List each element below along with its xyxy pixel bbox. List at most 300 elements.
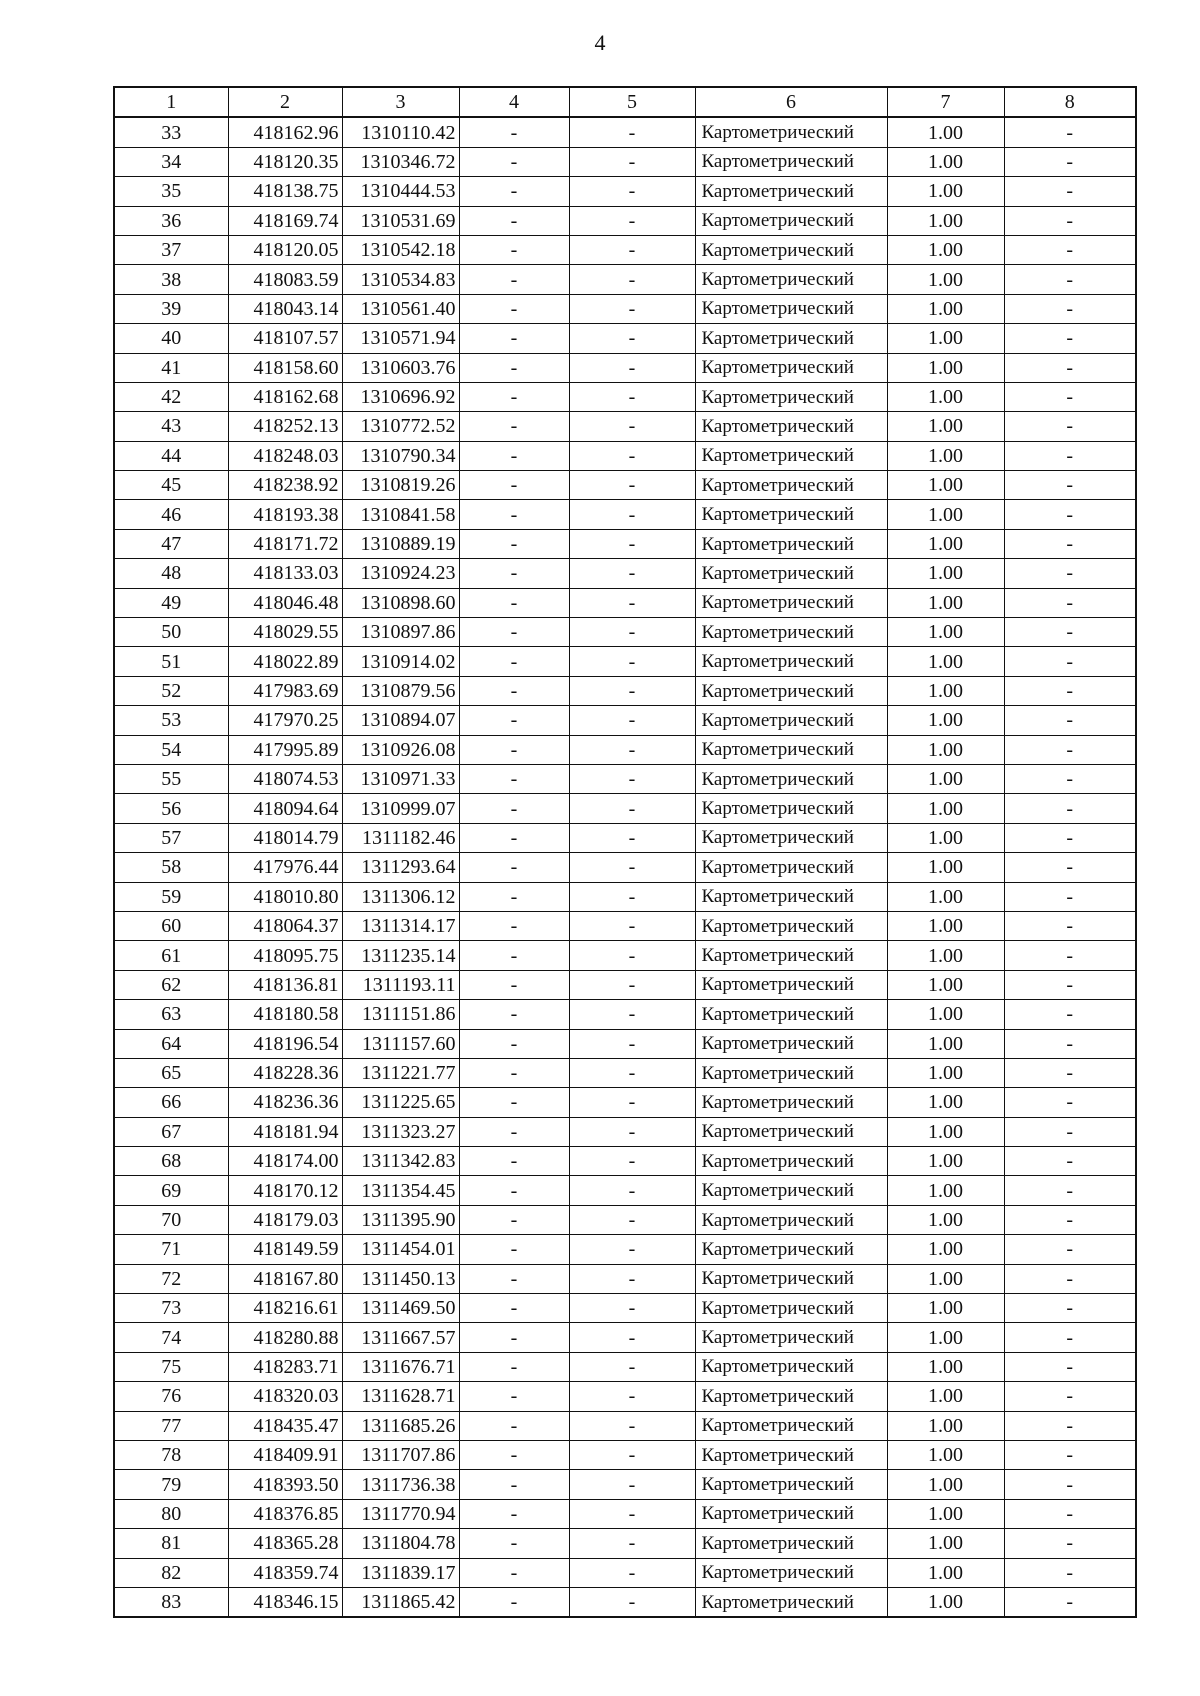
column-5-cell: - xyxy=(569,1440,695,1469)
point-number-cell: 41 xyxy=(114,353,228,382)
point-number-cell: 50 xyxy=(114,618,228,647)
y-coordinate-cell: 1310999.07 xyxy=(342,794,459,823)
table-row xyxy=(114,324,1136,353)
x-coordinate-cell: 418136.81 xyxy=(228,970,342,999)
accuracy-cell: 1.00 xyxy=(887,1323,1004,1352)
column-5-cell: - xyxy=(569,206,695,235)
x-coordinate-cell: 417970.25 xyxy=(228,706,342,735)
table-row xyxy=(114,147,1136,176)
y-coordinate-cell: 1311685.26 xyxy=(342,1411,459,1440)
y-coordinate-cell: 1310926.08 xyxy=(342,735,459,764)
column-5-cell: - xyxy=(569,235,695,264)
column-4-cell: - xyxy=(459,265,569,294)
column-4-cell: - xyxy=(459,764,569,793)
table-row xyxy=(114,412,1136,441)
point-number-cell: 78 xyxy=(114,1440,228,1469)
table-row xyxy=(114,588,1136,617)
table-row xyxy=(114,353,1136,382)
method-cell: Картометрический xyxy=(695,382,887,411)
y-coordinate-cell: 1310898.60 xyxy=(342,588,459,617)
column-5-cell: - xyxy=(569,882,695,911)
column-8-cell: - xyxy=(1004,1499,1136,1528)
column-header: 6 xyxy=(695,87,887,117)
column-8-cell: - xyxy=(1004,1587,1136,1617)
column-5-cell: - xyxy=(569,471,695,500)
table-row xyxy=(114,1088,1136,1117)
column-4-cell: - xyxy=(459,353,569,382)
point-number-cell: 53 xyxy=(114,706,228,735)
column-8-cell: - xyxy=(1004,735,1136,764)
method-cell: Картометрический xyxy=(695,412,887,441)
column-5-cell: - xyxy=(569,1558,695,1587)
column-8-cell: - xyxy=(1004,177,1136,206)
column-4-cell: - xyxy=(459,1499,569,1528)
accuracy-cell: 1.00 xyxy=(887,1000,1004,1029)
column-8-cell: - xyxy=(1004,882,1136,911)
accuracy-cell: 1.00 xyxy=(887,618,1004,647)
column-5-cell: - xyxy=(569,676,695,705)
method-cell: Картометрический xyxy=(695,1323,887,1352)
column-5-cell: - xyxy=(569,1264,695,1293)
x-coordinate-cell: 418162.96 xyxy=(228,117,342,147)
x-coordinate-cell: 418120.05 xyxy=(228,235,342,264)
accuracy-cell: 1.00 xyxy=(887,1264,1004,1293)
x-coordinate-cell: 418171.72 xyxy=(228,529,342,558)
column-8-cell: - xyxy=(1004,117,1136,147)
method-cell: Картометрический xyxy=(695,735,887,764)
column-4-cell: - xyxy=(459,647,569,676)
column-8-cell: - xyxy=(1004,265,1136,294)
column-4-cell: - xyxy=(459,911,569,940)
y-coordinate-cell: 1310534.83 xyxy=(342,265,459,294)
column-8-cell: - xyxy=(1004,970,1136,999)
method-cell: Картометрический xyxy=(695,471,887,500)
table-row xyxy=(114,1117,1136,1146)
point-number-cell: 60 xyxy=(114,911,228,940)
point-number-cell: 38 xyxy=(114,265,228,294)
column-8-cell: - xyxy=(1004,294,1136,323)
column-5-cell: - xyxy=(569,353,695,382)
column-5-cell: - xyxy=(569,764,695,793)
x-coordinate-cell: 418181.94 xyxy=(228,1117,342,1146)
point-number-cell: 48 xyxy=(114,559,228,588)
x-coordinate-cell: 418435.47 xyxy=(228,1411,342,1440)
method-cell: Картометрический xyxy=(695,882,887,911)
table-row xyxy=(114,471,1136,500)
table-row xyxy=(114,618,1136,647)
table-row xyxy=(114,823,1136,852)
column-8-cell: - xyxy=(1004,1264,1136,1293)
x-coordinate-cell: 418083.59 xyxy=(228,265,342,294)
point-number-cell: 43 xyxy=(114,412,228,441)
method-cell: Картометрический xyxy=(695,353,887,382)
column-8-cell: - xyxy=(1004,1323,1136,1352)
point-number-cell: 40 xyxy=(114,324,228,353)
x-coordinate-cell: 418359.74 xyxy=(228,1558,342,1587)
column-8-cell: - xyxy=(1004,1235,1136,1264)
table-row xyxy=(114,911,1136,940)
point-number-cell: 39 xyxy=(114,294,228,323)
point-number-cell: 52 xyxy=(114,676,228,705)
x-coordinate-cell: 418149.59 xyxy=(228,1235,342,1264)
x-coordinate-cell: 418095.75 xyxy=(228,941,342,970)
x-coordinate-cell: 418252.13 xyxy=(228,412,342,441)
column-8-cell: - xyxy=(1004,353,1136,382)
column-4-cell: - xyxy=(459,1029,569,1058)
table-row xyxy=(114,647,1136,676)
point-number-cell: 58 xyxy=(114,853,228,882)
y-coordinate-cell: 1311221.77 xyxy=(342,1058,459,1087)
column-8-cell: - xyxy=(1004,1411,1136,1440)
accuracy-cell: 1.00 xyxy=(887,735,1004,764)
accuracy-cell: 1.00 xyxy=(887,1176,1004,1205)
column-8-cell: - xyxy=(1004,1029,1136,1058)
method-cell: Картометрический xyxy=(695,529,887,558)
column-5-cell: - xyxy=(569,1117,695,1146)
column-5-cell: - xyxy=(569,1147,695,1176)
table-row xyxy=(114,177,1136,206)
point-number-cell: 59 xyxy=(114,882,228,911)
table-row xyxy=(114,500,1136,529)
x-coordinate-cell: 417995.89 xyxy=(228,735,342,764)
column-8-cell: - xyxy=(1004,706,1136,735)
y-coordinate-cell: 1310790.34 xyxy=(342,441,459,470)
method-cell: Картометрический xyxy=(695,1558,887,1587)
column-4-cell: - xyxy=(459,1323,569,1352)
column-4-cell: - xyxy=(459,706,569,735)
table-row xyxy=(114,1000,1136,1029)
table-header-row xyxy=(114,87,1136,117)
column-8-cell: - xyxy=(1004,206,1136,235)
x-coordinate-cell: 418064.37 xyxy=(228,911,342,940)
column-8-cell: - xyxy=(1004,911,1136,940)
accuracy-cell: 1.00 xyxy=(887,265,1004,294)
x-coordinate-cell: 418236.36 xyxy=(228,1088,342,1117)
point-number-cell: 62 xyxy=(114,970,228,999)
column-5-cell: - xyxy=(569,1058,695,1087)
method-cell: Картометрический xyxy=(695,500,887,529)
x-coordinate-cell: 418238.92 xyxy=(228,471,342,500)
column-8-cell: - xyxy=(1004,1176,1136,1205)
accuracy-cell: 1.00 xyxy=(887,1147,1004,1176)
point-number-cell: 68 xyxy=(114,1147,228,1176)
x-coordinate-cell: 418158.60 xyxy=(228,353,342,382)
table-row xyxy=(114,1147,1136,1176)
column-5-cell: - xyxy=(569,794,695,823)
y-coordinate-cell: 1310444.53 xyxy=(342,177,459,206)
method-cell: Картометрический xyxy=(695,1529,887,1558)
column-4-cell: - xyxy=(459,735,569,764)
method-cell: Картометрический xyxy=(695,1205,887,1234)
y-coordinate-cell: 1310110.42 xyxy=(342,117,459,147)
table-row xyxy=(114,882,1136,911)
point-number-cell: 44 xyxy=(114,441,228,470)
column-5-cell: - xyxy=(569,941,695,970)
accuracy-cell: 1.00 xyxy=(887,970,1004,999)
column-4-cell: - xyxy=(459,382,569,411)
table-row xyxy=(114,1529,1136,1558)
column-8-cell: - xyxy=(1004,1529,1136,1558)
column-8-cell: - xyxy=(1004,676,1136,705)
y-coordinate-cell: 1310879.56 xyxy=(342,676,459,705)
x-coordinate-cell: 418138.75 xyxy=(228,177,342,206)
column-5-cell: - xyxy=(569,147,695,176)
column-header: 7 xyxy=(887,87,1004,117)
column-5-cell: - xyxy=(569,441,695,470)
column-5-cell: - xyxy=(569,1323,695,1352)
y-coordinate-cell: 1311469.50 xyxy=(342,1294,459,1323)
column-8-cell: - xyxy=(1004,1058,1136,1087)
method-cell: Картометрический xyxy=(695,1382,887,1411)
y-coordinate-cell: 1310889.19 xyxy=(342,529,459,558)
method-cell: Картометрический xyxy=(695,177,887,206)
y-coordinate-cell: 1311193.11 xyxy=(342,970,459,999)
y-coordinate-cell: 1310346.72 xyxy=(342,147,459,176)
accuracy-cell: 1.00 xyxy=(887,676,1004,705)
column-4-cell: - xyxy=(459,1382,569,1411)
column-header: 3 xyxy=(342,87,459,117)
method-cell: Картометрический xyxy=(695,764,887,793)
x-coordinate-cell: 418043.14 xyxy=(228,294,342,323)
y-coordinate-cell: 1310897.86 xyxy=(342,618,459,647)
column-5-cell: - xyxy=(569,177,695,206)
table-row xyxy=(114,235,1136,264)
column-4-cell: - xyxy=(459,1470,569,1499)
point-number-cell: 49 xyxy=(114,588,228,617)
method-cell: Картометрический xyxy=(695,324,887,353)
point-number-cell: 37 xyxy=(114,235,228,264)
column-8-cell: - xyxy=(1004,235,1136,264)
column-4-cell: - xyxy=(459,471,569,500)
point-number-cell: 45 xyxy=(114,471,228,500)
column-4-cell: - xyxy=(459,1440,569,1469)
method-cell: Картометрический xyxy=(695,265,887,294)
method-cell: Картометрический xyxy=(695,911,887,940)
accuracy-cell: 1.00 xyxy=(887,1470,1004,1499)
accuracy-cell: 1.00 xyxy=(887,588,1004,617)
y-coordinate-cell: 1310571.94 xyxy=(342,324,459,353)
x-coordinate-cell: 418046.48 xyxy=(228,588,342,617)
column-5-cell: - xyxy=(569,265,695,294)
accuracy-cell: 1.00 xyxy=(887,529,1004,558)
y-coordinate-cell: 1311736.38 xyxy=(342,1470,459,1499)
column-4-cell: - xyxy=(459,1411,569,1440)
table-row xyxy=(114,1029,1136,1058)
y-coordinate-cell: 1311770.94 xyxy=(342,1499,459,1528)
method-cell: Картометрический xyxy=(695,559,887,588)
table-row xyxy=(114,676,1136,705)
column-8-cell: - xyxy=(1004,1382,1136,1411)
column-5-cell: - xyxy=(569,1000,695,1029)
point-number-cell: 71 xyxy=(114,1235,228,1264)
x-coordinate-cell: 418162.68 xyxy=(228,382,342,411)
column-5-cell: - xyxy=(569,412,695,441)
point-number-cell: 56 xyxy=(114,794,228,823)
y-coordinate-cell: 1311865.42 xyxy=(342,1587,459,1617)
x-coordinate-cell: 418022.89 xyxy=(228,647,342,676)
column-header: 1 xyxy=(114,87,228,117)
x-coordinate-cell: 418248.03 xyxy=(228,441,342,470)
y-coordinate-cell: 1311667.57 xyxy=(342,1323,459,1352)
table-row xyxy=(114,529,1136,558)
y-coordinate-cell: 1311182.46 xyxy=(342,823,459,852)
column-5-cell: - xyxy=(569,618,695,647)
method-cell: Картометрический xyxy=(695,235,887,264)
x-coordinate-cell: 418133.03 xyxy=(228,559,342,588)
table-row xyxy=(114,1587,1136,1617)
column-5-cell: - xyxy=(569,647,695,676)
y-coordinate-cell: 1310542.18 xyxy=(342,235,459,264)
point-number-cell: 81 xyxy=(114,1529,228,1558)
accuracy-cell: 1.00 xyxy=(887,1529,1004,1558)
point-number-cell: 54 xyxy=(114,735,228,764)
column-8-cell: - xyxy=(1004,529,1136,558)
column-4-cell: - xyxy=(459,618,569,647)
column-5-cell: - xyxy=(569,1235,695,1264)
accuracy-cell: 1.00 xyxy=(887,764,1004,793)
column-4-cell: - xyxy=(459,970,569,999)
column-4-cell: - xyxy=(459,500,569,529)
column-4-cell: - xyxy=(459,117,569,147)
accuracy-cell: 1.00 xyxy=(887,647,1004,676)
method-cell: Картометрический xyxy=(695,1117,887,1146)
point-number-cell: 51 xyxy=(114,647,228,676)
method-cell: Картометрический xyxy=(695,294,887,323)
column-5-cell: - xyxy=(569,1088,695,1117)
point-number-cell: 75 xyxy=(114,1352,228,1381)
x-coordinate-cell: 418365.28 xyxy=(228,1529,342,1558)
column-header: 8 xyxy=(1004,87,1136,117)
y-coordinate-cell: 1311323.27 xyxy=(342,1117,459,1146)
accuracy-cell: 1.00 xyxy=(887,1029,1004,1058)
column-4-cell: - xyxy=(459,441,569,470)
point-number-cell: 83 xyxy=(114,1587,228,1617)
point-number-cell: 65 xyxy=(114,1058,228,1087)
column-8-cell: - xyxy=(1004,559,1136,588)
column-4-cell: - xyxy=(459,1176,569,1205)
accuracy-cell: 1.00 xyxy=(887,1088,1004,1117)
x-coordinate-cell: 417976.44 xyxy=(228,853,342,882)
column-4-cell: - xyxy=(459,529,569,558)
column-8-cell: - xyxy=(1004,412,1136,441)
column-8-cell: - xyxy=(1004,471,1136,500)
accuracy-cell: 1.00 xyxy=(887,823,1004,852)
x-coordinate-cell: 418074.53 xyxy=(228,764,342,793)
column-4-cell: - xyxy=(459,1264,569,1293)
x-coordinate-cell: 418320.03 xyxy=(228,1382,342,1411)
table-row xyxy=(114,559,1136,588)
accuracy-cell: 1.00 xyxy=(887,1558,1004,1587)
column-8-cell: - xyxy=(1004,1147,1136,1176)
column-5-cell: - xyxy=(569,1029,695,1058)
accuracy-cell: 1.00 xyxy=(887,206,1004,235)
point-number-cell: 80 xyxy=(114,1499,228,1528)
point-number-cell: 66 xyxy=(114,1088,228,1117)
accuracy-cell: 1.00 xyxy=(887,1440,1004,1469)
method-cell: Картометрический xyxy=(695,117,887,147)
column-8-cell: - xyxy=(1004,500,1136,529)
table-row xyxy=(114,735,1136,764)
accuracy-cell: 1.00 xyxy=(887,471,1004,500)
accuracy-cell: 1.00 xyxy=(887,382,1004,411)
method-cell: Картометрический xyxy=(695,1294,887,1323)
column-5-cell: - xyxy=(569,529,695,558)
column-4-cell: - xyxy=(459,588,569,617)
column-5-cell: - xyxy=(569,1294,695,1323)
column-8-cell: - xyxy=(1004,1440,1136,1469)
y-coordinate-cell: 1311450.13 xyxy=(342,1264,459,1293)
y-coordinate-cell: 1310772.52 xyxy=(342,412,459,441)
accuracy-cell: 1.00 xyxy=(887,500,1004,529)
accuracy-cell: 1.00 xyxy=(887,324,1004,353)
table-row xyxy=(114,1558,1136,1587)
accuracy-cell: 1.00 xyxy=(887,1587,1004,1617)
column-8-cell: - xyxy=(1004,764,1136,793)
column-4-cell: - xyxy=(459,1294,569,1323)
point-number-cell: 82 xyxy=(114,1558,228,1587)
column-4-cell: - xyxy=(459,1235,569,1264)
column-4-cell: - xyxy=(459,1205,569,1234)
column-5-cell: - xyxy=(569,1587,695,1617)
accuracy-cell: 1.00 xyxy=(887,1294,1004,1323)
y-coordinate-cell: 1310841.58 xyxy=(342,500,459,529)
y-coordinate-cell: 1311293.64 xyxy=(342,853,459,882)
column-5-cell: - xyxy=(569,823,695,852)
method-cell: Картометрический xyxy=(695,1000,887,1029)
column-8-cell: - xyxy=(1004,1088,1136,1117)
x-coordinate-cell: 418014.79 xyxy=(228,823,342,852)
method-cell: Картометрический xyxy=(695,1176,887,1205)
column-8-cell: - xyxy=(1004,1000,1136,1029)
column-8-cell: - xyxy=(1004,382,1136,411)
accuracy-cell: 1.00 xyxy=(887,1352,1004,1381)
column-5-cell: - xyxy=(569,911,695,940)
method-cell: Картометрический xyxy=(695,1088,887,1117)
y-coordinate-cell: 1310696.92 xyxy=(342,382,459,411)
column-5-cell: - xyxy=(569,735,695,764)
column-8-cell: - xyxy=(1004,794,1136,823)
accuracy-cell: 1.00 xyxy=(887,1117,1004,1146)
method-cell: Картометрический xyxy=(695,618,887,647)
method-cell: Картометрический xyxy=(695,794,887,823)
table-row xyxy=(114,1499,1136,1528)
table-row xyxy=(114,1440,1136,1469)
method-cell: Картометрический xyxy=(695,1411,887,1440)
column-4-cell: - xyxy=(459,324,569,353)
y-coordinate-cell: 1310819.26 xyxy=(342,471,459,500)
y-coordinate-cell: 1310894.07 xyxy=(342,706,459,735)
x-coordinate-cell: 418409.91 xyxy=(228,1440,342,1469)
x-coordinate-cell: 418346.15 xyxy=(228,1587,342,1617)
column-4-cell: - xyxy=(459,676,569,705)
x-coordinate-cell: 418196.54 xyxy=(228,1029,342,1058)
column-4-cell: - xyxy=(459,1587,569,1617)
column-4-cell: - xyxy=(459,235,569,264)
column-5-cell: - xyxy=(569,1411,695,1440)
page-number: 4 xyxy=(594,30,606,55)
x-coordinate-cell: 418179.03 xyxy=(228,1205,342,1234)
column-4-cell: - xyxy=(459,941,569,970)
column-4-cell: - xyxy=(459,559,569,588)
table-row xyxy=(114,1235,1136,1264)
column-8-cell: - xyxy=(1004,618,1136,647)
method-cell: Картометрический xyxy=(695,1470,887,1499)
table-row xyxy=(114,794,1136,823)
column-8-cell: - xyxy=(1004,1117,1136,1146)
accuracy-cell: 1.00 xyxy=(887,559,1004,588)
column-8-cell: - xyxy=(1004,853,1136,882)
column-8-cell: - xyxy=(1004,1352,1136,1381)
